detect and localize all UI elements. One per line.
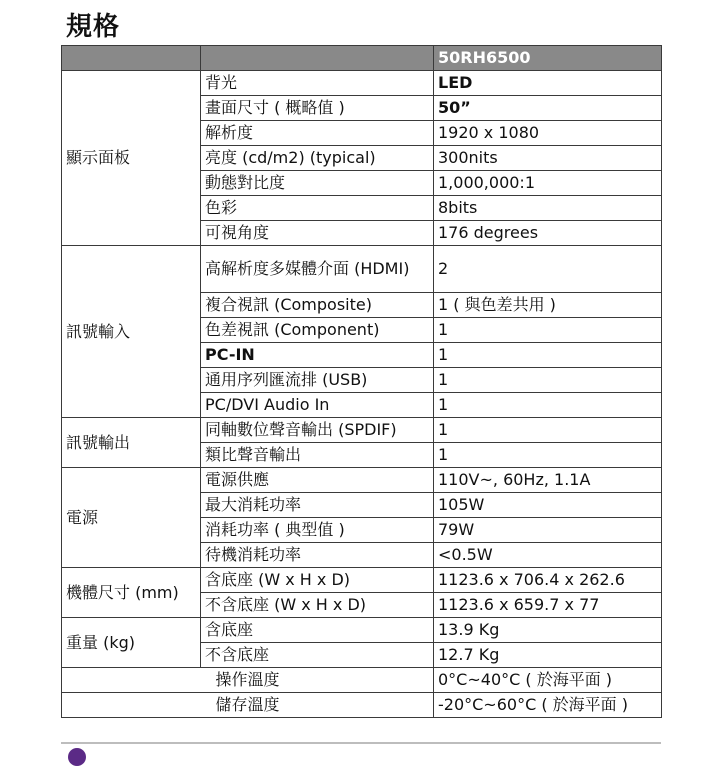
value-cell: 1123.6 x 706.4 x 262.6 <box>434 568 662 593</box>
item-cell: 同軸數位聲音輸出 (SPDIF) <box>201 418 434 443</box>
table-row <box>62 618 662 643</box>
item-cell: 解析度 <box>201 121 434 146</box>
spec-table <box>61 45 662 718</box>
value-cell: 50” <box>434 96 662 121</box>
item-cell: 動態對比度 <box>201 171 434 196</box>
value-cell: 105W <box>434 493 662 518</box>
item-cell: 高解析度多媒體介面 (HDMI) <box>201 246 434 293</box>
value-cell: 79W <box>434 518 662 543</box>
value-cell: 13.9 Kg <box>434 618 662 643</box>
value-cell: 1 <box>434 418 662 443</box>
value-cell: LED <box>434 71 662 96</box>
item-cell: 待機消耗功率 <box>201 543 434 568</box>
item-cell: 亮度 (cd/m2) (typical) <box>201 146 434 171</box>
item-cell: 畫面尺寸 ( 概略值 ) <box>201 96 434 121</box>
table-row <box>62 71 662 96</box>
value-cell: 1 <box>434 368 662 393</box>
value-cell: 110V~, 60Hz, 1.1A <box>434 468 662 493</box>
value-cell: 1 <box>434 393 662 418</box>
category-cell: 顯示面板 <box>62 71 201 246</box>
category-cell: 重量 (kg) <box>62 618 201 668</box>
value-cell: 1,000,000:1 <box>434 171 662 196</box>
item-cell: 背光 <box>201 71 434 96</box>
item-cell: 不含底座 (W x H x D) <box>201 593 434 618</box>
table-row <box>62 418 662 443</box>
value-cell: 176 degrees <box>434 221 662 246</box>
value-cell: -20°C~60°C ( 於海平面 ) <box>434 693 662 718</box>
item-cell: PC-IN <box>201 343 434 368</box>
header-category-cell <box>62 46 201 71</box>
value-cell: 12.7 Kg <box>434 643 662 668</box>
category-cell: 訊號輸出 <box>62 418 201 468</box>
table-row <box>62 568 662 593</box>
value-cell: 1920 x 1080 <box>434 121 662 146</box>
value-cell: 8bits <box>434 196 662 221</box>
item-cell: 複合視訊 (Composite) <box>201 293 434 318</box>
item-cell: PC/DVI Audio In <box>201 393 434 418</box>
item-cell: 色差視訊 (Component) <box>201 318 434 343</box>
header-item-cell <box>201 46 434 71</box>
item-cell: 含底座 <box>201 618 434 643</box>
value-cell: 300nits <box>434 146 662 171</box>
table-row <box>62 468 662 493</box>
item-cell: 消耗功率 ( 典型值 ) <box>201 518 434 543</box>
category-cell: 訊號輸入 <box>62 246 201 418</box>
table-header-row <box>62 46 662 71</box>
item-cell: 色彩 <box>201 196 434 221</box>
table-row <box>62 246 662 293</box>
header-model-cell: 50RH6500 <box>434 46 662 71</box>
page-title: 規格 <box>66 12 121 42</box>
item-cell: 含底座 (W x H x D) <box>201 568 434 593</box>
table-row <box>62 693 662 718</box>
brand-logo-icon <box>68 748 86 766</box>
footer-divider <box>61 742 661 744</box>
table-row <box>62 668 662 693</box>
item-cell: 儲存溫度 <box>62 693 434 718</box>
value-cell: 1 ( 與色差共用 ) <box>434 293 662 318</box>
value-cell: 1 <box>434 443 662 468</box>
item-cell: 可視角度 <box>201 221 434 246</box>
value-cell: 1123.6 x 659.7 x 77 <box>434 593 662 618</box>
category-cell: 機體尺寸 (mm) <box>62 568 201 618</box>
item-cell: 通用序列匯流排 (USB) <box>201 368 434 393</box>
item-cell: 電源供應 <box>201 468 434 493</box>
value-cell: <0.5W <box>434 543 662 568</box>
value-cell: 2 <box>434 246 662 293</box>
item-cell: 類比聲音輸出 <box>201 443 434 468</box>
category-cell: 電源 <box>62 468 201 568</box>
value-cell: 1 <box>434 343 662 368</box>
item-cell: 操作溫度 <box>62 668 434 693</box>
value-cell: 0°C~40°C ( 於海平面 ) <box>434 668 662 693</box>
item-cell: 不含底座 <box>201 643 434 668</box>
item-cell: 最大消耗功率 <box>201 493 434 518</box>
value-cell: 1 <box>434 318 662 343</box>
